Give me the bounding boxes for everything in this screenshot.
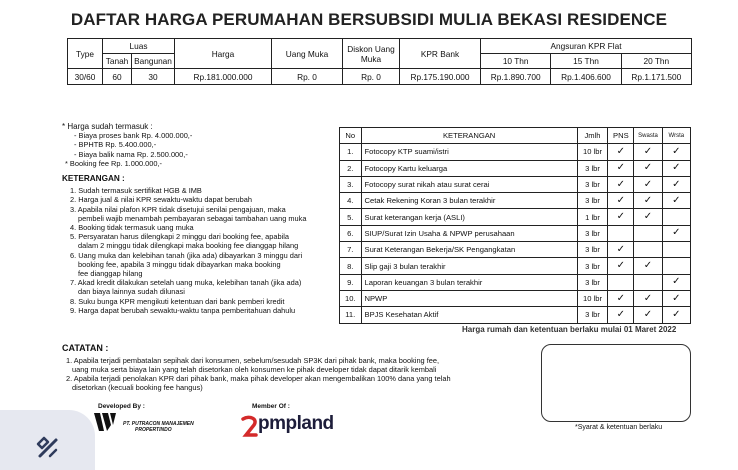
catatan-heading: CATATAN : [62,343,109,353]
req-keterangan: Cetak Rekening Koran 3 bulan terakhir [361,193,577,209]
requirement-row [340,144,691,160]
validity-note: Harga rumah dan ketentuan berlaku mulai 01 Maret 2022 [462,325,677,334]
req-swasta-cell [634,144,662,160]
catatan-line: uang muka serta biaya lain yang telah disetorkan oleh konsumen ke pihak developer tidak dapat ditarik kembali [72,365,437,374]
checkmark-icon: ✓ [616,211,626,223]
req-wrsta-cell [662,242,690,258]
req-no: 11. [340,307,362,323]
cell-diskon: Rp. 0 [343,69,400,85]
req-header-pns: PNS [608,128,634,144]
req-pns-cell [608,225,634,241]
req-swasta-cell [634,176,662,192]
header-angsuran: Angsuran KPR Flat [481,39,692,54]
req-jumlah: 3 lbr [577,258,608,274]
checkmark-icon: ✓ [643,178,653,190]
includes-heading: * Harga sudah termasuk : [62,122,153,131]
req-keterangan: Laporan keuangan 3 bulan terakhir [361,274,577,290]
left-notes [62,122,332,315]
header-type: Type [68,39,103,69]
keterangan-heading: KETERANGAN : [62,174,125,184]
req-no: 2. [340,160,362,176]
req-jumlah: 3 lbr [577,176,608,192]
header-tanah: Tanah [103,54,132,69]
checkmark-icon: ✓ [672,227,681,239]
req-pns-cell [608,193,634,209]
keterangan-line: 4. Booking tidak termasuk uang muka [70,223,194,233]
req-pns-cell [608,307,634,323]
cell-10-thn: Rp.1.890.700 [481,69,551,85]
keterangan-line: 6. Uang muka dan kelebihan tanah (jika ada) dibayarkan 3 minggu dari [70,250,303,260]
keterangan-line: 2. Harga jual & nilai KPR sewaktu-waktu dapat berubah [70,195,252,205]
developer-logo [92,411,122,433]
req-keterangan: Fotocopy KTP suami/istri [361,144,577,160]
req-wrsta-cell [662,144,690,160]
req-wrsta-cell [662,274,690,290]
req-pns-cell [608,290,634,306]
checkmark-icon: ✓ [643,211,653,223]
include-item: - BPHTB Rp. 5.400.000,- [74,140,157,150]
requirement-row [340,160,691,176]
checkmark-icon: ✓ [643,260,653,272]
req-wrsta-cell [662,225,690,241]
checkmark-icon: ✓ [616,145,626,157]
price-table [67,38,692,85]
keterangan-line: 8. Suku bunga KPR mengikuti ketentuan dari bank pemberi kredit [70,296,285,306]
checkmark-icon: ✓ [672,194,681,206]
developed-by-label: Developed By : [98,403,145,410]
header-15-thn: 15 Thn [551,54,621,69]
booking-fee-note: * Booking fee Rp. 1.000.000,- [65,158,162,168]
req-swasta-cell [634,274,662,290]
requirement-row [340,209,691,225]
header-bangunan: Bangunan [132,54,175,69]
req-wrsta-cell [662,258,690,274]
catatan-line: 2. Apabila terjadi penolakan KPR dari pihak bank, maka pihak developer akan mengembalikan 100% dana yang telah [66,374,451,383]
checkmark-icon: ✓ [672,145,681,157]
checkmark-icon: ✓ [616,292,626,304]
terms-note: *Syarat & ketentuan berlaku [575,424,663,431]
header-harga: Harga [175,39,272,69]
req-swasta-cell [634,193,662,209]
header-kpr-bank: KPR Bank [400,39,481,69]
cell-kpr-bank: Rp.175.190.000 [400,69,481,85]
checkmark-icon: ✓ [616,308,626,320]
req-jumlah: 3 lbr [577,160,608,176]
req-header-wrsta: Wrsta [662,128,690,144]
requirement-row [340,242,691,258]
keterangan-line: dalam 2 minggu tidak dilengkapi maka booking fee dianggap hilang [78,241,299,251]
req-wrsta-cell [662,193,690,209]
checkmark-icon: ✓ [616,243,626,255]
keterangan-line: 3. Apabila nilai plafon KPR tidak disetujui senilai pengajuan, maka [70,204,286,214]
cell-bangunan: 30 [132,69,175,85]
req-jumlah: 3 lbr [577,193,608,209]
requirement-row [340,307,691,323]
checkmark-icon: ✓ [616,194,626,206]
req-jumlah: 3 lbr [577,242,608,258]
table-row [68,69,692,85]
keterangan-line: 5. Persyaratan harus dilengkapi 2 minggu dari booking fee, apabila [70,232,289,242]
req-pns-cell [608,258,634,274]
developer-name: PT. PUTRACON MANAJEMEN PROPERTINDO [123,421,194,433]
keterangan-line: fee dianggap hilang [78,269,143,279]
keterangan-line: 7. Akad kredit dilakukan setelah uang muka, kelebihan tanah (jika ada) [70,278,302,288]
req-keterangan: NPWP [361,290,577,306]
checkmark-icon: ✓ [672,292,681,304]
member-of-label: Member Of : [252,403,290,410]
req-wrsta-cell [662,176,690,192]
req-jumlah: 3 lbr [577,225,608,241]
req-wrsta-cell [662,307,690,323]
header-10-thn: 10 Thn [481,54,551,69]
req-no: 10. [340,290,362,306]
req-jumlah: 10 lbr [577,144,608,160]
tool-icon[interactable] [34,434,62,462]
cell-harga: Rp.181.000.000 [175,69,272,85]
requirement-row [340,274,691,290]
checkmark-icon: ✓ [616,162,626,174]
req-swasta-cell [634,258,662,274]
req-keterangan: Slip gaji 3 bulan terakhir [361,258,577,274]
req-jumlah: 3 lbr [577,274,608,290]
req-header-keterangan: KETERANGAN [361,128,577,144]
stamp-box [541,344,691,422]
keterangan-line: pembeli wajib menambah pembayaran sebagai tambahan uang muka [78,213,307,223]
checkmark-icon: ✓ [672,178,681,190]
header-diskon: Diskon Uang Muka [343,39,400,69]
catatan-line: 1. Apabila terjadi pembatalan sepihak dari konsumen, sebelum/sesudah SP3K dari pihak bank, maka booking fee, [66,356,440,365]
checkmark-icon: ✓ [616,260,626,272]
checkmark-icon: ✓ [643,145,653,157]
req-no: 6. [340,225,362,241]
req-jumlah: 3 lbr [577,307,608,323]
keterangan-line: dan biaya lainnya sudah dilunasi [78,287,185,297]
header-luas: Luas [103,39,175,54]
checkmark-icon: ✓ [672,308,681,320]
checkmark-icon: ✓ [643,162,653,174]
header-20-thn: 20 Thn [621,54,691,69]
req-swasta-cell [634,160,662,176]
req-keterangan: Fotocopy surat nikah atau surat cerai [361,176,577,192]
catatan-line: disetorkan (kecuali booking fee hangus) [72,383,203,392]
req-no: 4. [340,193,362,209]
requirement-row [340,225,691,241]
req-wrsta-cell [662,160,690,176]
req-swasta-cell [634,290,662,306]
req-swasta-cell [634,242,662,258]
req-pns-cell [608,160,634,176]
req-pns-cell [608,144,634,160]
req-header-swasta: Swasta [634,128,662,144]
include-item: - Biaya balik nama Rp. 2.500.000,- [74,149,188,159]
cell-20-thn: Rp.1.171.500 [621,69,691,85]
catatan-section [62,344,532,392]
requirements-table [339,127,691,324]
req-header-no: No [340,128,362,144]
checkmark-icon: ✓ [643,308,653,320]
req-pns-cell [608,209,634,225]
checkmark-icon: ✓ [643,292,653,304]
req-swasta-cell [634,307,662,323]
req-wrsta-cell [662,290,690,306]
requirement-row [340,176,691,192]
req-swasta-cell [634,225,662,241]
req-jumlah: 10 lbr [577,290,608,306]
member-logo-text: pmpland [258,413,334,434]
requirement-row [340,193,691,209]
req-keterangan: BPJS Kesehatan Aktif [361,307,577,323]
requirement-row [340,258,691,274]
req-wrsta-cell [662,209,690,225]
checkmark-icon: ✓ [616,178,626,190]
checkmark-icon: ✓ [672,162,681,174]
keterangan-line: 1. Sudah termasuk sertifikat HGB & IMB [70,186,202,196]
req-no: 1. [340,144,362,160]
req-pns-cell [608,242,634,258]
requirement-row [340,290,691,306]
page-title: DAFTAR HARGA PERUMAHAN BERSUBSIDI MULIA BEKASI RESIDENCE [70,10,668,29]
checkmark-icon: ✓ [643,194,653,206]
requirements-body [340,144,691,323]
header-uang-muka: Uang Muka [272,39,343,69]
req-keterangan: Surat keterangan kerja (ASLI) [361,209,577,225]
req-keterangan: Fotocopy Kartu keluarga [361,160,577,176]
req-header-jmlh: Jmlh [577,128,608,144]
req-no: 8. [340,258,362,274]
include-item: - Biaya proses bank Rp. 4.000.000,- [74,131,193,141]
cell-type: 30/60 [68,69,103,85]
keterangan-line: 9. Harga dapat berubah sewaktu-waktu tanpa pemberitahuan dahulu [70,305,296,315]
cell-15-thn: Rp.1.406.600 [551,69,621,85]
cell-tanah: 60 [103,69,132,85]
cell-uang-muka: Rp. 0 [272,69,343,85]
req-no: 5. [340,209,362,225]
req-no: 7. [340,242,362,258]
req-no: 9. [340,274,362,290]
req-swasta-cell [634,209,662,225]
keterangan-line: booking fee, apabila 3 minggu tidak dibayarkan maka booking [78,259,281,269]
req-pns-cell [608,274,634,290]
req-keterangan: Surat Keterangan Bekerja/SK Pengangkatan [361,242,577,258]
req-keterangan: SIUP/Surat Izin Usaha & NPWP perusahaan [361,225,577,241]
apersi-logo [240,414,260,442]
req-jumlah: 1 lbr [577,209,608,225]
checkmark-icon: ✓ [672,276,681,288]
req-pns-cell [608,176,634,192]
req-no: 3. [340,176,362,192]
